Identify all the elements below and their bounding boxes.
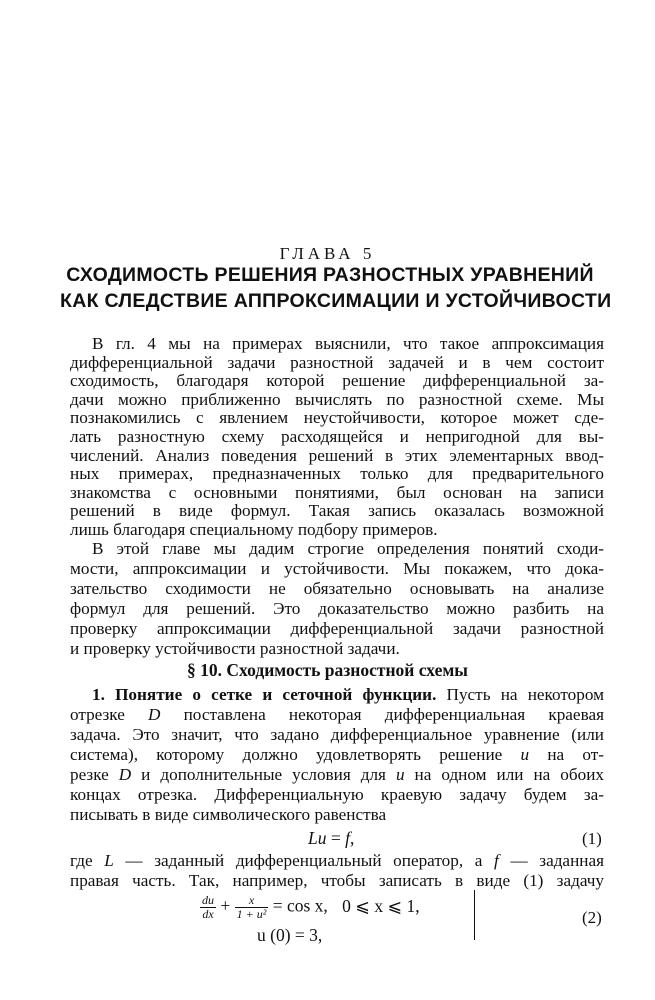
subsection-title: 1. Понятие о сетке и сеточной функции. — [92, 685, 437, 704]
paragraph1-line: лишь благодаря специальному подбору примеров. — [70, 520, 438, 539]
paragraph1-line: В гл. 4 мы на примерах выяснили, что такое аппроксимация — [92, 334, 604, 353]
eq-rhs: = cos x, — [272, 895, 328, 916]
section-line-3: задача. Это значит, что задано дифференциальное уравнение (или — [70, 725, 604, 744]
text-span: отрезке — [70, 705, 149, 724]
chapter-label: ГЛАВА 5 — [279, 244, 376, 263]
text-span: поставлена некоторая дифференциальная краевая — [160, 705, 604, 724]
equation-2-line-1 — [200, 894, 420, 921]
paragraph2-line: зательство сходимости не обязательно основывать на анализе — [70, 579, 604, 598]
math-var: L — [104, 851, 114, 870]
equation-2-number: (2) — [582, 908, 602, 927]
section-line-1 — [92, 685, 604, 705]
paragraph2-line: проверку аппроксимации дифференциальной задачи разностной — [70, 619, 604, 638]
section-line-7: писывать в виде символического равенства — [70, 805, 387, 824]
math-var: u — [395, 765, 405, 784]
equation-2-line-2: u (0) = 3, — [257, 925, 323, 945]
equation-1 — [308, 828, 354, 849]
after-eq1-line-1 — [70, 851, 604, 871]
section-line-5 — [70, 765, 604, 785]
eq-lhs: Lu — [308, 828, 327, 848]
paragraph1-line: дачи можно приближенно вычислять по разностной схеме. Мы — [70, 389, 604, 409]
paragraph1-line: лать разностную схему расходящейся и непригодной для вы- — [70, 427, 604, 446]
frac-den: 1 + u² — [236, 907, 267, 921]
text-span: на от- — [529, 745, 604, 764]
eq-rhs: f — [345, 828, 350, 848]
frac-den: dx — [202, 907, 214, 921]
paragraph1-line: знакомства с основными понятиями, был основан на записи — [70, 482, 604, 502]
text-span: — заданный дифференциальный оператор, а — [113, 851, 495, 870]
paragraph1-line: сходимость, благодаря которой решение дифференциальной за- — [70, 371, 604, 391]
frac-num: x — [235, 894, 269, 908]
section-line-2 — [70, 705, 604, 725]
paragraph1-line: познакомились с явлением неустойчивости, которое может сде- — [70, 408, 604, 428]
paragraph1-line: ных примерах, предназначенных только для предварительного — [70, 464, 604, 484]
chapter-title-line-1: СХОДИМОСТЬ РЕШЕНИЯ РАЗНОСТНЫХ УРАВНЕНИЙ — [66, 264, 594, 286]
paragraph1-line: дифференциальной задачи разностной задачей и в чем состоит — [70, 352, 604, 372]
right-brace — [468, 890, 475, 940]
text-span: где — [70, 851, 105, 870]
text-span: — заданная — [498, 851, 604, 870]
fraction-x — [235, 894, 269, 921]
math-var: D — [148, 705, 161, 724]
fraction-du-dx — [200, 894, 216, 921]
text-span: на одном или на обоих — [404, 765, 604, 784]
paragraph1-line: числений. Анализ поведения решений в этих элементарных ввод- — [70, 445, 604, 465]
text-span: система), которому должно удовлетворять решение — [70, 745, 521, 764]
section-title: § 10. Сходимость разностной схемы — [187, 660, 468, 680]
eq-condition: 0 ⩽ x ⩽ 1, — [342, 895, 420, 916]
plus-sign: + — [220, 895, 231, 916]
text-span: резке — [70, 765, 119, 784]
math-var: f — [494, 851, 499, 870]
paragraph2-line: В этой главе мы дадим строгие определения понятий сходи- — [92, 539, 604, 558]
text-span: и дополнительные условия для — [131, 765, 396, 784]
after-eq1-line-2: правая часть. Так, например, чтобы записать в виде (1) задачу — [70, 871, 604, 890]
paragraph1-line: решений в виде формул. Такая запись оказалась возможной — [70, 501, 604, 521]
eq-sign: = — [326, 828, 346, 848]
math-var: u — [520, 745, 530, 764]
section-line-4 — [70, 745, 604, 765]
paragraph2-line: и проверку устойчивости разностной задачи. — [70, 639, 400, 658]
section-line-6: концах отрезка. Дифференциальную краевую задачу будем за- — [70, 785, 604, 804]
math-var: D — [118, 765, 132, 784]
text-span: Пусть на некотором — [436, 685, 604, 704]
eq-tail: , — [349, 828, 355, 848]
equation-1-number: (1) — [582, 829, 602, 848]
frac-num: du — [202, 893, 214, 907]
paragraph2-line: формул для решений. Это доказательство можно разбить на — [70, 599, 604, 618]
chapter-title-line-2: КАК СЛЕДСТВИЕ АППРОКСИМАЦИИ И УСТОЙЧИВОСТИ — [60, 290, 612, 312]
paragraph2-line: мости, аппроксимации и устойчивости. Мы покажем, что дока- — [70, 559, 604, 578]
